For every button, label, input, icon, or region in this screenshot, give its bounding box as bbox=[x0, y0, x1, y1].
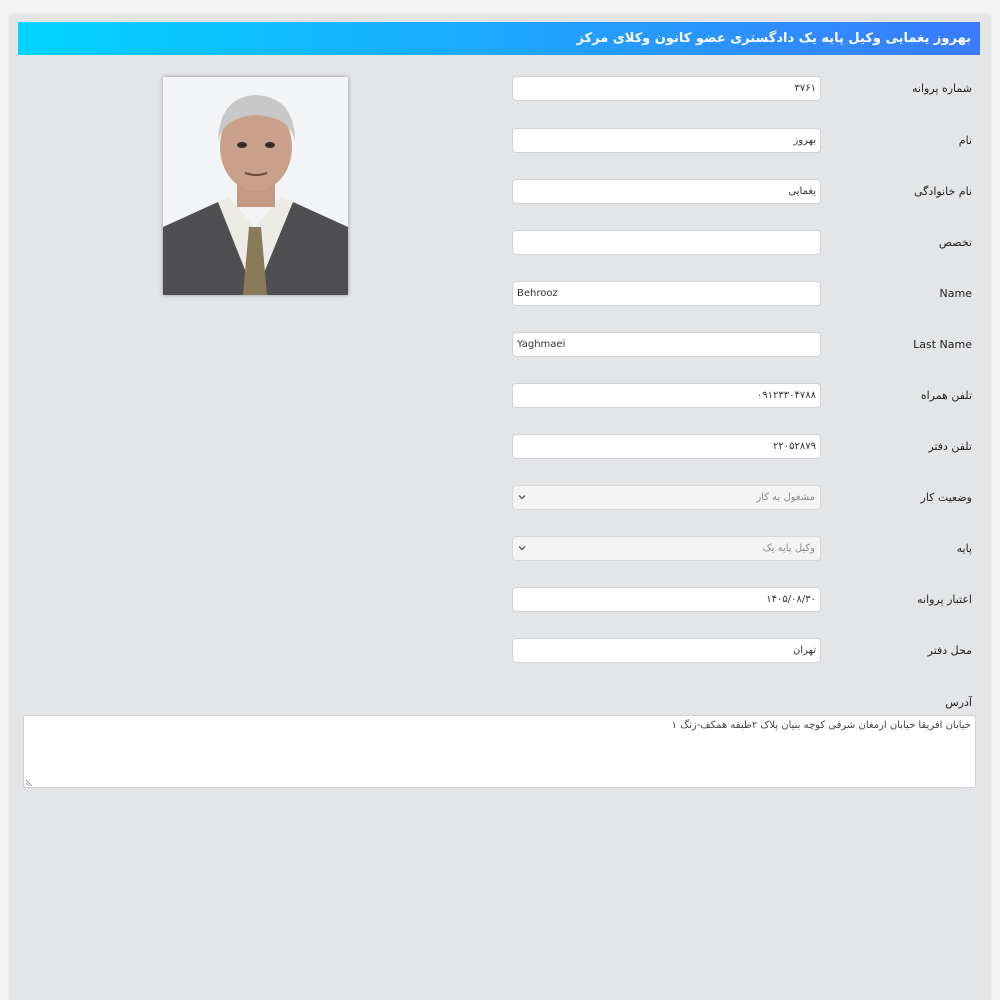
address-label: آدرس bbox=[945, 696, 972, 709]
name-en-label: Name bbox=[939, 287, 972, 300]
license-number-label: شماره پروانه bbox=[912, 82, 972, 95]
specialty-field[interactable] bbox=[512, 230, 821, 255]
grade-label: پایه bbox=[956, 542, 972, 555]
work-status-value: مشغول به کار bbox=[756, 492, 815, 503]
family-name-label: نام خانوادگی bbox=[914, 185, 972, 198]
family-name-row bbox=[0, 179, 1000, 205]
office-location-row bbox=[0, 638, 1000, 664]
license-number-field[interactable] bbox=[512, 76, 821, 101]
chevron-down-icon bbox=[517, 543, 527, 553]
office-location-label: محل دفتر bbox=[927, 644, 972, 657]
mobile-label: تلفن همراه bbox=[920, 389, 972, 402]
last-name-en-field[interactable] bbox=[512, 332, 821, 357]
address-value: خیابان افریقا خیابان ارمغان شرقی کوچه بنیان پلاک ۲طبقه همکف-زنگ ۱ bbox=[671, 720, 971, 731]
resize-handle-icon[interactable] bbox=[26, 779, 33, 786]
page-title: بهروز یغمایی وکیل پایه یک دادگستری عضو کانون وکلای مرکز bbox=[576, 31, 971, 46]
office-phone-field[interactable] bbox=[512, 434, 821, 459]
grade-row bbox=[0, 536, 1000, 562]
office-location-field[interactable] bbox=[512, 638, 821, 663]
first-name-label: نام bbox=[958, 134, 972, 147]
license-validity-label: اعتبار پروانه bbox=[917, 593, 972, 606]
first-name-row bbox=[0, 128, 1000, 154]
work-status-select[interactable] bbox=[512, 485, 821, 510]
grade-select[interactable] bbox=[512, 536, 821, 561]
office-phone-row bbox=[0, 434, 1000, 460]
license-validity-field[interactable] bbox=[512, 587, 821, 612]
family-name-field[interactable] bbox=[512, 179, 821, 204]
office-phone-label: تلفن دفتر bbox=[928, 440, 972, 453]
name-en-field[interactable] bbox=[512, 281, 821, 306]
specialty-row bbox=[0, 230, 1000, 256]
specialty-label: تخصص bbox=[938, 236, 972, 249]
name-en-row bbox=[0, 281, 1000, 307]
mobile-field[interactable] bbox=[512, 383, 821, 408]
work-status-row bbox=[0, 485, 1000, 511]
chevron-down-icon bbox=[517, 492, 527, 502]
last-name-en-label: Last Name bbox=[913, 338, 972, 351]
address-textarea[interactable] bbox=[23, 715, 976, 788]
grade-value: وکیل پایه یک bbox=[762, 543, 815, 554]
license-validity-row bbox=[0, 587, 1000, 613]
mobile-row bbox=[0, 383, 1000, 409]
page-header bbox=[18, 22, 980, 55]
first-name-field[interactable] bbox=[512, 128, 821, 153]
license-number-row bbox=[0, 76, 1000, 102]
last-name-en-row bbox=[0, 332, 1000, 358]
work-status-label: وضعیت کار bbox=[920, 491, 972, 504]
